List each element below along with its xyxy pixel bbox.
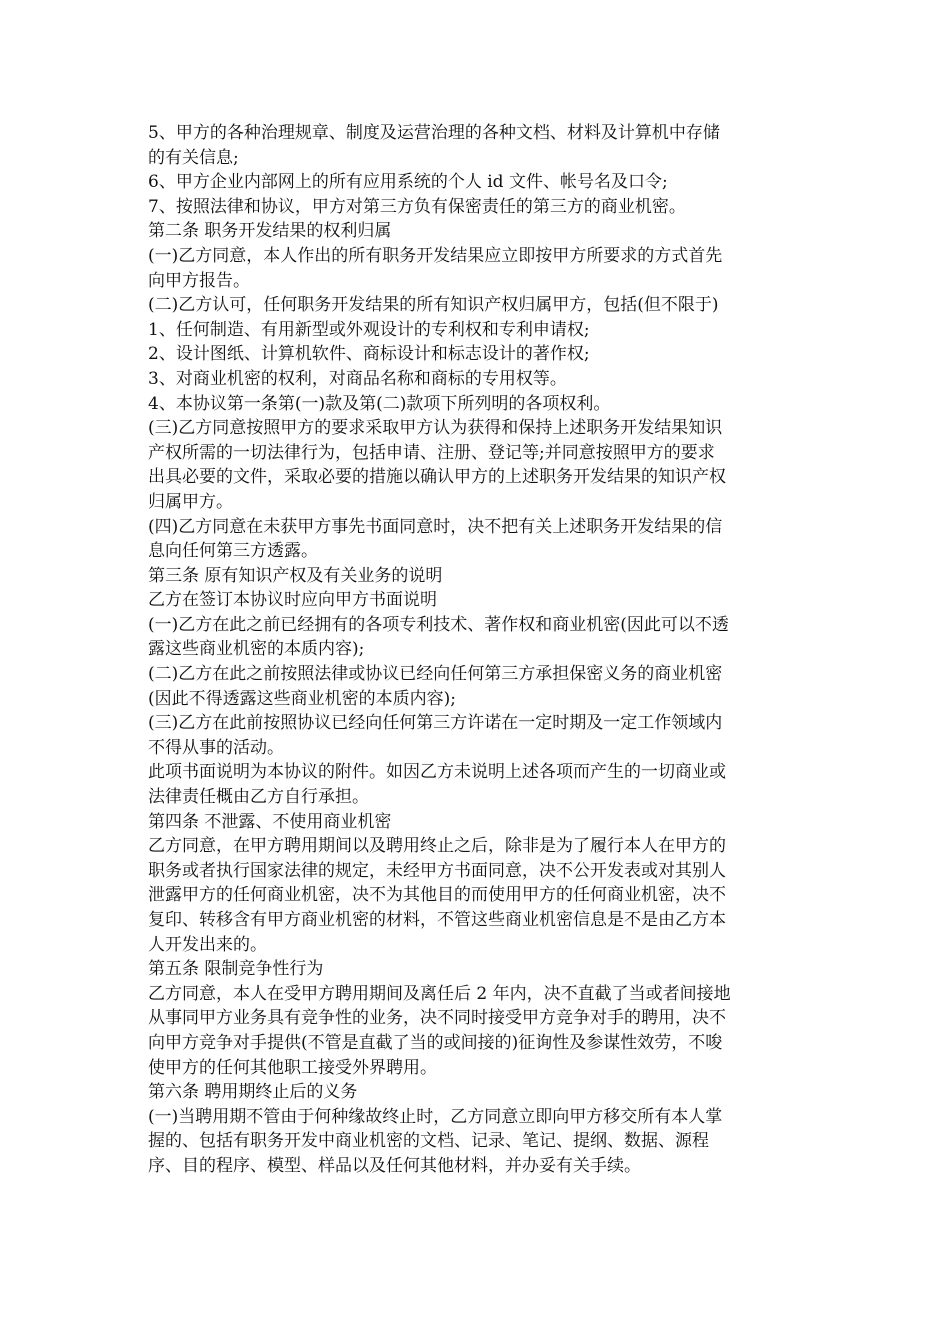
text-line: 露这些商业机密的本质内容); (148, 639, 365, 660)
section-heading: 第六条 聘用期终止后的义务 (148, 1082, 358, 1103)
text-line: (三)乙方在此前按照协议已经向任何第三方许诺在一定时期及一定工作领域内 (148, 713, 723, 734)
text-line: 出具必要的文件，采取必要的措施以确认甲方的上述职务开发结果的知识产权 (148, 467, 726, 488)
section-heading: 第五条 限制竞争性行为 (148, 959, 324, 980)
text-line: 使甲方的任何其他职工接受外界聘用。 (148, 1057, 437, 1078)
text-line: 职务或者执行国家法律的规定，未经甲方书面同意，决不公开发表或对其别人 (148, 860, 726, 881)
text-line: 乙方在签订本协议时应向甲方书面说明 (148, 590, 437, 611)
text-line: 7、按照法律和协议，甲方对第三方负有保密责任的第三方的商业机密。 (148, 196, 686, 217)
text-line: 产权所需的一切法律行为，包括申请、注册、登记等;并同意按照甲方的要求 (148, 442, 715, 463)
text-line: 向甲方竞争对手提供(不管是直截了当的或间接的)征询性及参谋性效劳，不唆 (148, 1032, 723, 1053)
text-line: 人开发出来的。 (148, 934, 267, 955)
text-line: 息向任何第三方透露。 (148, 541, 318, 562)
text-line: 泄露甲方的任何商业机密，决不为其他目的而使用甲方的任何商业机密，决不 (148, 885, 726, 906)
text-line: 握的、包括有职务开发中商业机密的文档、记录、笔记、提纲、数据、源程 (148, 1131, 709, 1152)
text-line: 3、对商业机密的权利，对商品名称和商标的专用权等。 (148, 368, 567, 389)
text-line: (一)乙方在此之前已经拥有的各项专利技术、著作权和商业机密(因此可以不透 (148, 614, 729, 635)
text-line: 向甲方报告。 (148, 270, 250, 291)
text-line: (因此不得透露这些商业机密的本质内容); (148, 688, 456, 709)
text-line: 6、甲方企业内部网上的所有应用系统的个人 id 文件、帐号名及口令; (148, 172, 668, 193)
text-line: 此项书面说明为本协议的附件。如因乙方未说明上述各项而产生的一切商业或 (148, 762, 726, 783)
text-line: (一)当聘用期不管由于何种缘故终止时，乙方同意立即向甲方移交所有本人掌 (148, 1106, 723, 1127)
text-line: 法律责任概由乙方自行承担。 (148, 787, 369, 808)
text-line: 复印、转移含有甲方商业机密的材料，不管这些商业机密信息是不是由乙方本 (148, 910, 726, 930)
text-line: (二)乙方在此之前按照法律或协议已经向任何第三方承担保密义务的商业机密 (148, 664, 723, 685)
text-line: 序、目的程序、模型、样品以及任何其他材料，并办妥有关手续。 (148, 1155, 641, 1176)
text-line: 5、甲方的各种治理规章、制度及运营治理的各种文档、材料及计算机中存储 (148, 123, 720, 143)
text-line: 4、本协议第一条第(一)款及第(二)款项下所列明的各项权利。 (148, 393, 611, 414)
text-line: 乙方同意，本人在受甲方聘用期间及离任后 2 年内，决不直截了当或者间接地 (148, 983, 731, 1004)
text-line: 2、设计图纸、计算机软件、商标设计和标志设计的著作权; (148, 344, 590, 365)
section-heading: 第四条 不泄露、不使用商业机密 (148, 811, 392, 832)
text-line: 乙方同意，在甲方聘用期间以及聘用终止之后，除非是为了履行本人在甲方的 (148, 836, 726, 857)
section-heading: 第二条 职务开发结果的权利归属 (148, 221, 392, 242)
text-line: (四)乙方同意在未获甲方事先书面同意时，决不把有关上述职务开发结果的信 (148, 516, 723, 537)
text-line: 的有关信息; (148, 147, 239, 168)
text-line: 归属甲方。 (148, 491, 233, 512)
text-line: (一)乙方同意，本人作出的所有职务开发结果应立即按甲方所要求的方式首先 (148, 245, 723, 266)
section-heading: 第三条 原有知识产权及有关业务的说明 (148, 565, 443, 586)
text-line: (三)乙方同意按照甲方的要求采取甲方认为获得和保持上述职务开发结果知识 (148, 418, 723, 439)
text-line: 不得从事的活动。 (148, 737, 284, 758)
text-line: (二)乙方认可，任何职务开发结果的所有知识产权归属甲方，包括(但不限于) (148, 295, 719, 316)
text-line: 1、任何制造、有用新型或外观设计的专利权和专利申请权; (148, 319, 590, 340)
text-line: 从事同甲方业务具有竞争性的业务，决不同时接受甲方竞争对手的聘用，决不 (148, 1008, 726, 1029)
document-body (148, 121, 808, 1179)
